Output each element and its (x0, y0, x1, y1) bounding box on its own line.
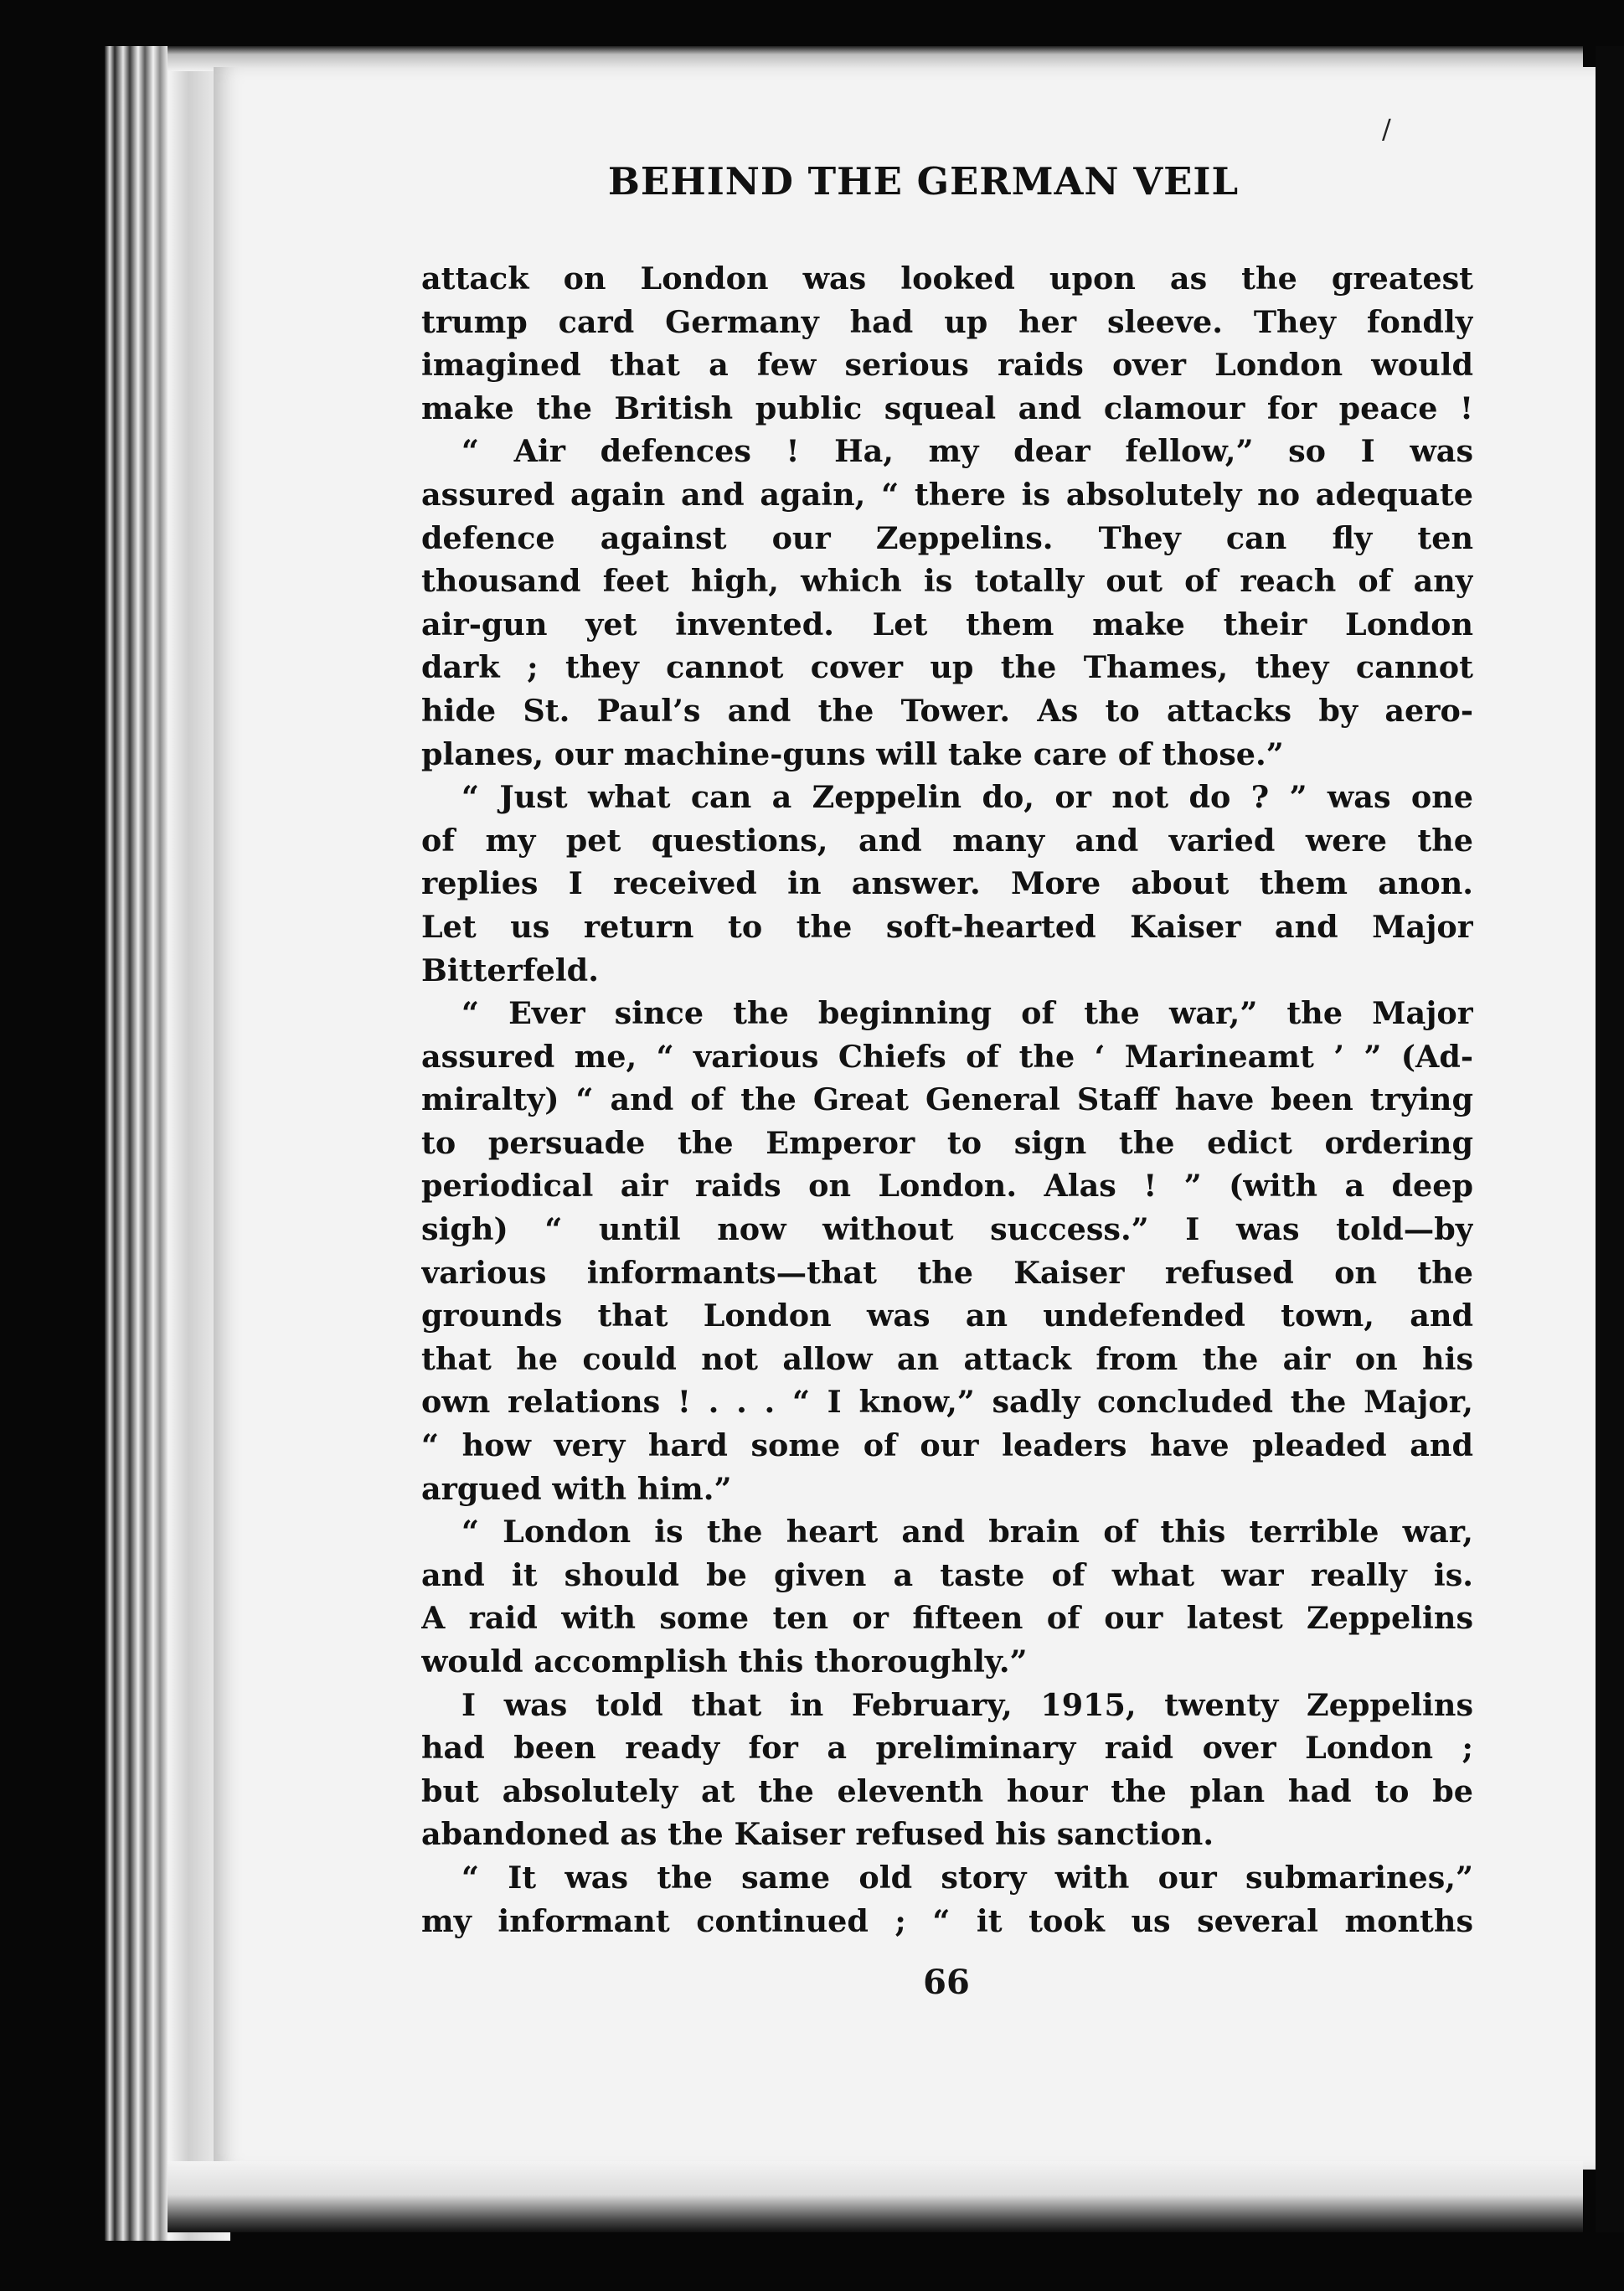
text-line: but absolutely at the eleventh hour the plan had to be (421, 1772, 1473, 1809)
text-line: assured again and again, “ there is absolutely no adequate (421, 476, 1473, 513)
text-line: that he could not allow an attack from the air on his (421, 1340, 1473, 1377)
text-line: trump card Germany had up her sleeve. They fondly (421, 303, 1473, 340)
text-line: I was told that in February, 1915, twenty Zeppelins (461, 1686, 1473, 1723)
text-line: periodical air raids on London. Alas ! ” (with a deep (421, 1168, 1473, 1205)
text-line: various informants—that the Kaiser refused on the (421, 1254, 1473, 1291)
page-number: 66 (923, 1963, 970, 2002)
text-line: of my pet questions, and many and varied were the (421, 822, 1473, 859)
text-line: imagined that a few serious raids over London would (421, 347, 1473, 384)
text-line: “ Air defences ! Ha, my dear fellow,” so I was (461, 433, 1473, 470)
text-line: own relations ! . . . “ I know,” sadly concluded the Major, (421, 1384, 1473, 1421)
text-line: “ Ever since the beginning of the war,” the Major (461, 995, 1473, 1032)
text-line: “ how very hard some of our leaders have pleaded and (421, 1427, 1473, 1464)
text-line: hide St. Paul’s and the Tower. As to attacks by aero- (421, 692, 1473, 729)
text-line: A raid with some ten or fifteen of our latest Zeppelins (421, 1600, 1473, 1637)
text-line: planes, our machine-guns will take care of those.” (421, 735, 1284, 772)
text-line: argued with him.” (421, 1470, 732, 1507)
book-page-edges (105, 46, 230, 2241)
text-line: “ It was the same old story with our submarines,” (461, 1859, 1473, 1896)
bottom-page-edge (168, 2161, 1583, 2232)
text-line: air-gun yet invented. Let them make their London (421, 606, 1473, 642)
text-line: “ Just what can a Zeppelin do, or not do ? ” was one (461, 779, 1473, 816)
margin-mark: / (1382, 113, 1391, 145)
text-line: thousand feet high, which is totally out of reach of any (421, 563, 1473, 600)
text-line: miralty) “ and of the Great General Staff have been trying (421, 1081, 1473, 1118)
text-line: would accomplish this thoroughly.” (421, 1643, 1028, 1680)
text-line: sigh) “ until now without success.” I was told—by (421, 1211, 1473, 1248)
text-line: and it should be given a taste of what war really is. (421, 1556, 1473, 1593)
text-line: Let us return to the soft-hearted Kaiser and Major (421, 908, 1473, 945)
text-line: defence against our Zeppelins. They can fly ten (421, 519, 1473, 556)
text-line: dark ; they cannot cover up the Thames, they cannot (421, 649, 1473, 686)
text-line: assured me, “ various Chiefs of the ‘ Marineamt ’ ” (Ad- (421, 1038, 1473, 1075)
text-line: replies I received in answer. More about them anon. (421, 865, 1473, 902)
text-line: “ London is the heart and brain of this terrible war, (461, 1514, 1473, 1551)
text-line: Bitterfeld. (421, 952, 599, 988)
right-border (1596, 46, 1624, 2232)
text-line: attack on London was looked upon as the greatest (421, 261, 1473, 297)
text-line: to persuade the Emperor to sign the edict ordering (421, 1124, 1473, 1161)
text-line: make the British public squeal and clamour for peace ! (421, 390, 1473, 426)
body-text (421, 257, 1473, 1943)
text-line: grounds that London was an undefended town, and (421, 1298, 1473, 1334)
text-line: my informant continued ; “ it took us several months (421, 1902, 1473, 1939)
text-line: abandoned as the Kaiser refused his sanction. (421, 1816, 1214, 1853)
text-line: had been ready for a preliminary raid over London ; (421, 1730, 1473, 1767)
running-head: BEHIND THE GERMAN VEIL (607, 159, 1240, 204)
